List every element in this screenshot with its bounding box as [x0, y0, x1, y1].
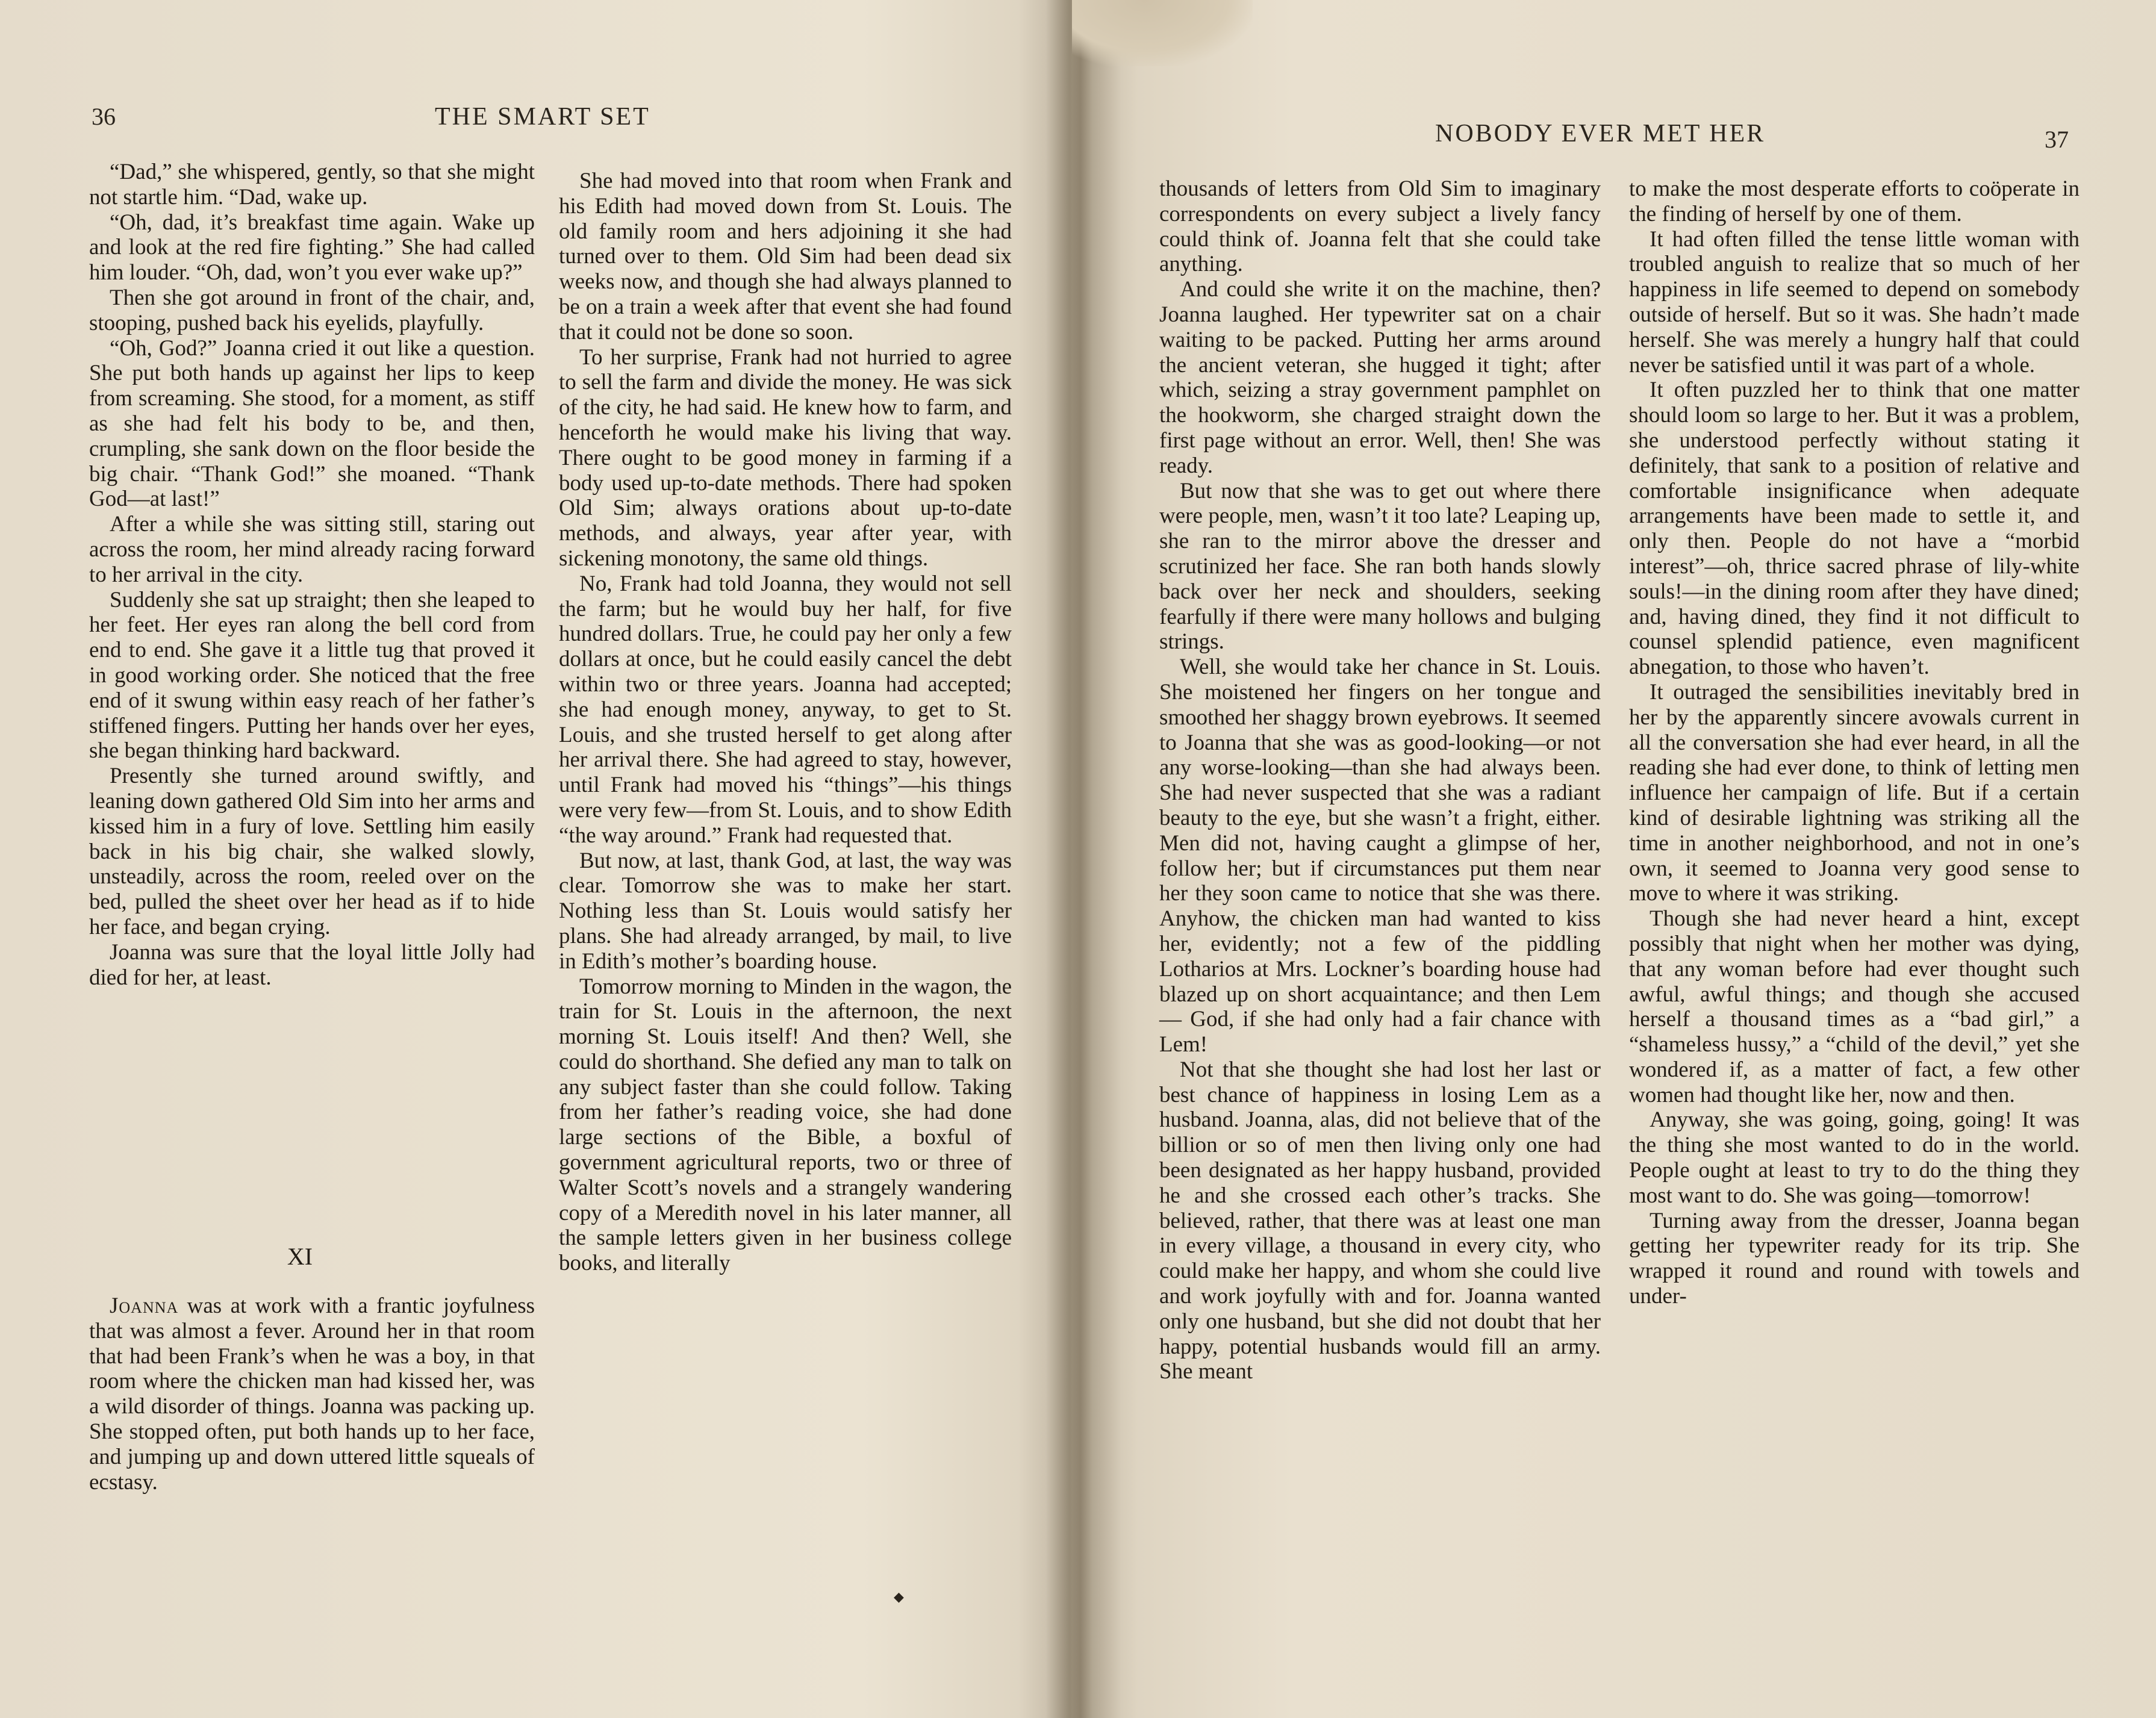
paragraph: But now that she was to get out where there were people, men, wasn’t it too late? Leaping up, she ran to the mirror above the dresser and scrutinized her face. She ran both hands slowly back over her neck and shoulders, seeking fearfully if there were many hollows and bulging strings.: [1159, 478, 1601, 655]
paragraph: She had moved into that room when Frank and his Edith had moved down from St. Louis. The old family room and hers adjoining it she had turned over to them. Old Sim had been dead six weeks now, and though she had always planned to be on a train a week after that event she had found that it could not be done so soon.: [559, 169, 1012, 344]
left-column-2: [559, 169, 1012, 1276]
section-heading: XI: [287, 1243, 313, 1270]
paragraph: But now, at last, thank God, at last, the way was clear. Tomorrow she was to make her start. Nothing less than St. Louis would satisfy her plans. She had already arranged, by mail, to live in Edith’s mother’s boarding house.: [559, 848, 1012, 974]
paragraph: After a while she was sitting still, staring out across the room, her mind already racing forward to her arrival in the city.: [89, 512, 535, 587]
left-column-1: [89, 160, 535, 990]
paragraph: to make the most desperate efforts to coöperate in the finding of herself by one of them.: [1629, 176, 2080, 226]
right-column-2: [1629, 176, 2080, 1309]
paragraph: “Dad,” she whispered, gently, so that she might not startle him. “Dad, wake up.: [89, 160, 535, 210]
paragraph: Then she got around in front of the chair, and, stooping, pushed back his eyelids, playfully.: [89, 285, 535, 335]
page-number-right: 37: [2045, 126, 2069, 153]
page-number-left: 36: [92, 103, 116, 130]
paragraph: Well, she would take her chance in St. Louis. She moistened her fingers on her tongue and smoothed her shaggy brown eyebrows. It seemed to Joanna that she was as good-looking—or not any worse-looking—than she had always been. She had never suspected that she was a radiant beauty to the eye, but she wasn’t a fright, either. Men did not, having caught a glimpse of her, follow her; but if circumstances put them near her they soon came to notice that she was there. Anyhow, the chicken man had wanted to kiss her, evidently; not a few of the piddling Lotharios at Mrs. Lockner’s boarding house had blazed up on short acquaintance; and then Lem— God, if she had only had a fair chance with Lem!: [1159, 655, 1601, 1057]
section-paragraph-text: was at work with a frantic joyfulness that was almost a fever. Around her in that room that had been Frank’s when he was a boy, in that room where the chicken man had kissed her, was a wild disorder of things. Joanna was packing up. She stopped often, put both hands up to her face, and jumping up and down uttered little squeals of ecstasy.: [89, 1293, 535, 1495]
paragraph: [89, 1293, 535, 1495]
paragraph: “Oh, dad, it’s breakfast time again. Wake up and look at the red fire fighting.” She had called him louder. “Oh, dad, won’t you ever wake up?”: [89, 210, 535, 285]
running-head-left: THE SMART SET: [435, 103, 650, 131]
paragraph: It outraged the sensibilities inevitably bred in her by the apparently sincere avowals current in all the conversation she had ever heard, in all the reading she had ever done, to think of letting men influence her campaign of life. But if a certain kind of desirable lightning was striking all the time in another neighborhood, and not in one’s own, it seemed to Joanna very good sense to move to where it was striking.: [1629, 679, 2080, 906]
left-column-1-section: [89, 1293, 535, 1495]
paragraph: “Oh, God?” Joanna cried it out like a question. She put both hands up against her lips to keep from screaming. She stood, for a moment, as stiff as she had felt his body to be, and then, crumpling, she sank down on the floor beside the big chair. “Thank God!” she moaned. “Thank God—at last!”: [89, 335, 535, 512]
printer-mark: ◆: [894, 1590, 904, 1605]
paragraph: It often puzzled her to think that one matter should loom so large to her. But it was a problem, she understood perfectly without stating it definitely, that sank to a position of relative and comfortable insignificance when adequate arrangements have been made to settle it, and only then. People do not have a “morbid interest”—oh, thrice sacred phrase of lily-white souls!—in the dining room after they have dined; and, having dined, they find it not difficult to counsel splendid patience, even magnificent abnegation, to those who haven’t.: [1629, 378, 2080, 680]
right-column-1: [1159, 176, 1601, 1384]
paragraph: And could she write it on the machine, then? Joanna laughed. Her typewriter sat on a chair waiting to be packed. Putting her arms around the ancient veteran, she hugged it tight; after which, seizing a stray government pamphlet on the hookworm, she charged straight down the first page without an error. Well, then! She was ready.: [1159, 277, 1601, 478]
paragraph: Not that she thought she had lost her last or best chance of happiness in losing Lem as a husband. Joanna, alas, did not believe that of the billion or so of men then living only one had been designated as her happy husband, provided he and she crossed each other’s tracks. She believed, rather, that there was at least one man in every village, a thousand in every city, who could make her happy, and whom she could live and work joyfully with and for. Joanna wanted only one husband, but she did not doubt that her happy, potential husbands would fill an army. She meant: [1159, 1057, 1601, 1384]
paragraph: To her surprise, Frank had not hurried to agree to sell the farm and divide the money. He was sick of the city, he had said. He knew how to farm, and henceforth he would make his living that way. There ought to be good money in farming if a body used up-to-date methods. There had spoken Old Sim; always orations about up-to-date methods, and always, year after year, with sickening monotony, the same old things.: [559, 344, 1012, 571]
paragraph: No, Frank had told Joanna, they would not sell the farm; but he would buy her half, for five hundred dollars. True, he could pay her only a few dollars at once, but he could easily cancel the debt within two or three years. Joanna had accepted; she had enough money, anyway, to get to St. Louis, and she trusted herself to get along after her arrival there. She had agreed to stay, however, until Frank had moved his “things”—his things were very few—from St. Louis, and to show Edith “the way around.” Frank had requested that.: [559, 571, 1012, 848]
paragraph: Joanna was sure that the loyal little Jolly had died for her, at least.: [89, 939, 535, 990]
paragraph: Presently she turned around swiftly, and leaning down gathered Old Sim into her arms and kissed him in a fury of love. Settling him easily back in his big chair, she walked slowly, unsteadily, across the room, reeled over on the bed, pulled the sheet over her head as if to hide her face, and began crying.: [89, 764, 535, 939]
paragraph: Tomorrow morning to Minden in the wagon, the train for St. Louis in the afternoon, the next morning St. Louis itself! And then? Well, she could do shorthand. She defied any man to talk on any subject faster than she could follow. Taking from her father’s reading voice, she had done large sections of the Bible, a boxful of government agricultural reports, two or three of Walter Scott’s novels and a strangely wandering copy of a Meredith novel in his later manner, all the sample letters given in her business college books, and literally: [559, 974, 1012, 1276]
paragraph: thousands of letters from Old Sim to imaginary correspondents on every subject a lively fancy could think of. Joanna felt that she could take anything.: [1159, 176, 1601, 277]
paragraph: Though she had never heard a hint, except possibly that night when her mother was dying, that any woman before had ever thought such awful, awful things; and though she accused herself a thousand times as a “bad girl,” a “shameless hussy,” a “child of the devil,” yet she wondered if, as a matter of fact, a few other women had thought like her, now and then.: [1629, 906, 2080, 1107]
section-first-word: Joanna: [110, 1293, 179, 1318]
paragraph: Suddenly she sat up straight; then she leaped to her feet. Her eyes ran along the bell cord from end to end. She gave it a little tug that proved it in good working order. She noticed that the free end of it swung within easy reach of her father’s stiffened fingers. Putting her hands over her eyes, she began thinking hard backward.: [89, 587, 535, 764]
paragraph: Turning away from the dresser, Joanna began getting her typewriter ready for its trip. She wrapped it round and round with towels and under-: [1629, 1208, 2080, 1309]
right-page: [1072, 0, 2156, 1718]
paragraph: Anyway, she was going, going, going! It was the thing she most wanted to do in the world. People ought at least to try to do the thing they most want to do. She was going—tomorrow!: [1629, 1107, 2080, 1208]
running-head-right: NOBODY EVER MET HER: [1435, 120, 1766, 148]
left-page: [0, 0, 1066, 1718]
paragraph: It had often filled the tense little woman with troubled anguish to realize that so much of her happiness in life seemed to depend on somebody outside of herself. But so it was. She hadn’t made herself. She was merely a hungry half that could never be satisfied until it was part of a whole.: [1629, 226, 2080, 378]
